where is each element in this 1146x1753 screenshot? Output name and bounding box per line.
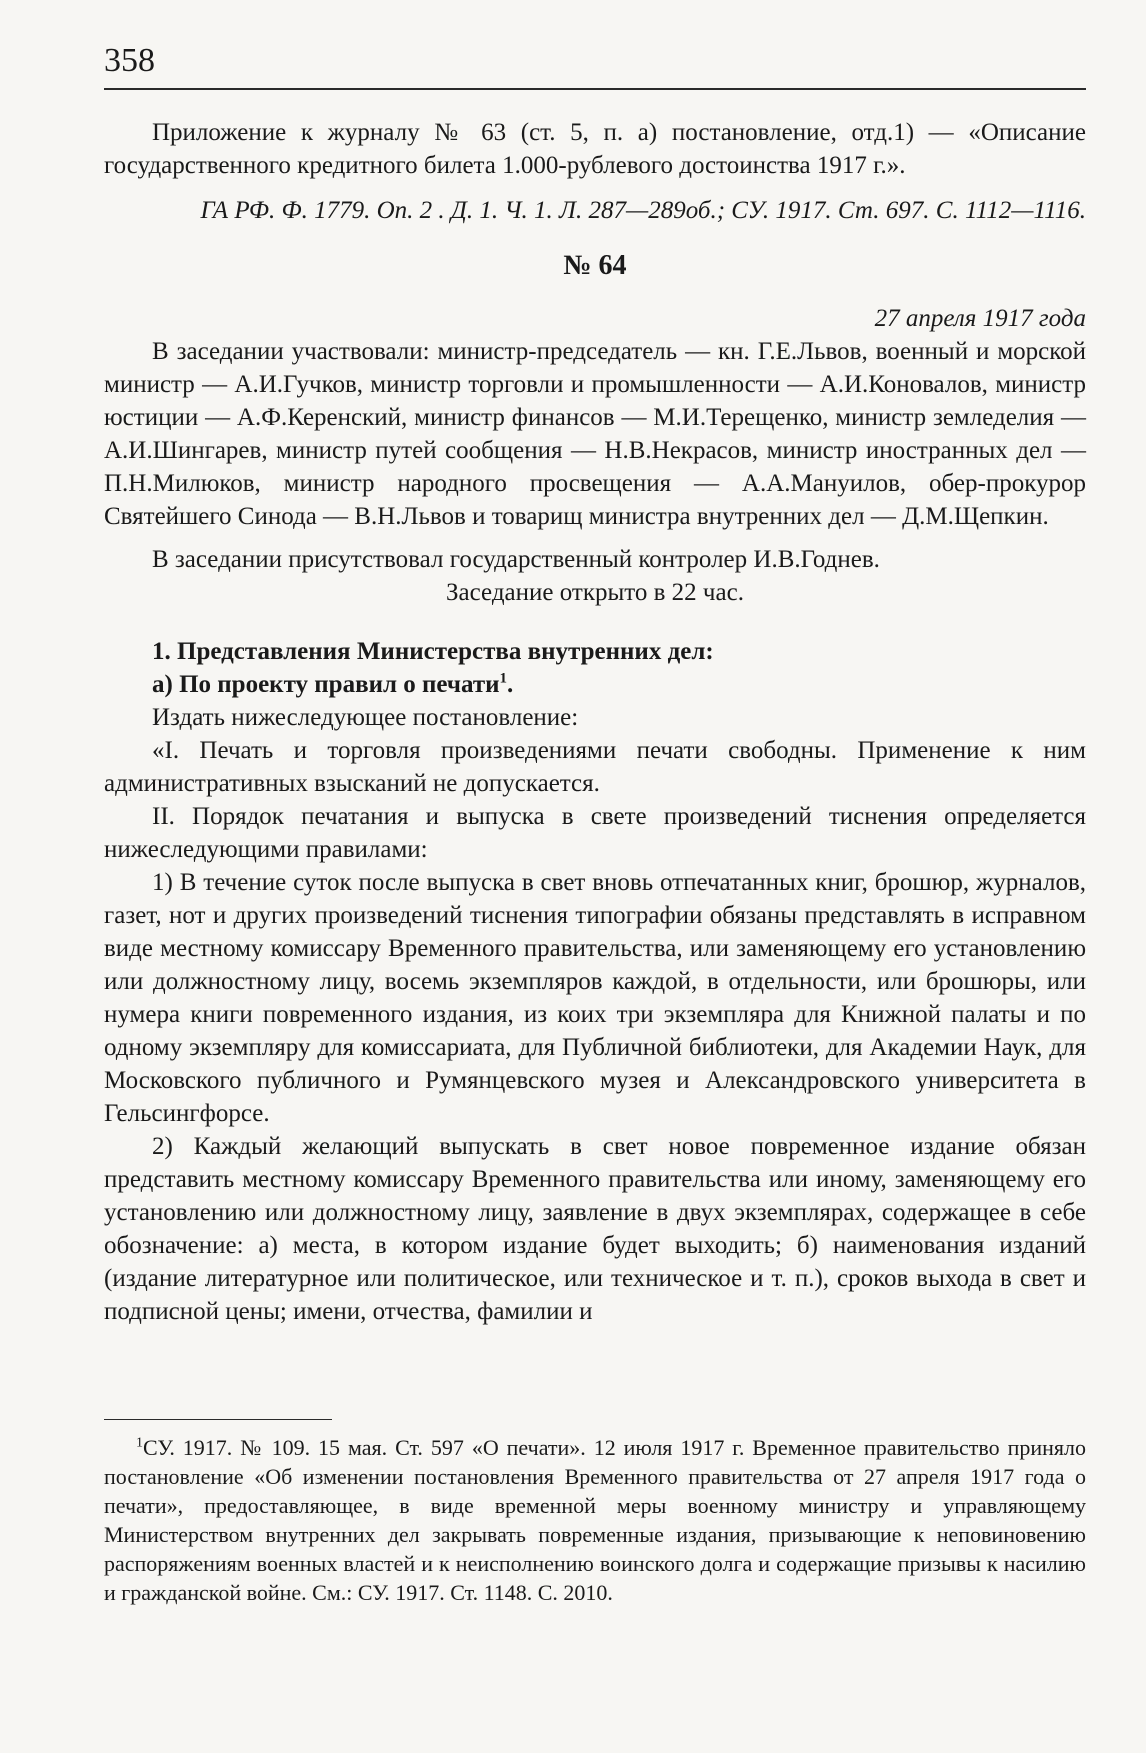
subheading-end: . — [507, 671, 514, 698]
page-number: 358 — [104, 42, 155, 79]
session-opened: Заседание открыто в 22 час. — [446, 579, 744, 606]
footnote-rule — [104, 1419, 332, 1420]
footnote-text: СУ. 1917. № 109. 15 мая. Ст. 597 «О печати». 12 июля 1917 г. Временное правительство приняло постановление «Об изменении постановления Временного правительства от 27 апреля 1917 года о печати», предоставляющее, в виде временной меры военному министру и управляющему Министерством внутренних дел закрывать повременные издания, призывающие к неповиновению распоряжениям военных властей и к неисполнению воинского долга и содержащие призывы к насилию и гражданской войне. См.: СУ. 1917. Ст. 1148. С. 2010. — [104, 1435, 1086, 1605]
rule-2: 2) Каждый желающий выпускать в свет новое повременное издание обязан представить местному комиссару Временного правительства или иному, заменяющему его установлению или должностному лицу, заявление в двух экземплярах, содержащее в себе обозначение: а) места, в котором издание будет выходить; б) наименования изданий (издание литературное или политическое, или техническое и т. п.), сроков выхода в свет и подписной цены; имени, отчества, фамилии и — [104, 1133, 1086, 1325]
subheading-text: а) По проекту правил о печати — [152, 671, 500, 698]
footnote-marker: 1 — [136, 1435, 143, 1451]
document-date: 27 апреля 1917 года — [874, 305, 1086, 332]
document-number: № 64 — [563, 250, 627, 281]
present-paragraph: В заседании присутствовал государственный контролер И.В.Годнев. — [152, 546, 880, 573]
appendix-note: Приложение к журналу № 63 (ст. 5, п. а) постановление, отд.1) — «Описание государственного кредитного билета 1.000-рублевого достоинства 1917 г.». — [104, 119, 1086, 179]
section-heading: 1. Представления Министерства внутренних дел: — [152, 638, 714, 665]
footnote — [104, 1433, 1086, 1607]
footnote-reference: 1 — [499, 670, 508, 687]
decree-paragraph-2: II. Порядок печатания и выпуска в свете произведений тиснения определяется нижеследующими правилами: — [104, 803, 1086, 863]
decree-intro: Издать нижеследующее постановление: — [152, 704, 579, 731]
decree-paragraph-1: «I. Печать и торговля произведениями печати свободны. Применение к ним административных взысканий не допускается. — [104, 737, 1086, 797]
participants-paragraph: В заседании участвовали: министр-председатель — кн. Г.Е.Львов, военный и морской министр — А.И.Гучков, министр торговли и промышленности — А.И.Коновалов, министр юстиции — А.Ф.Керенский, министр финансов — М.И.Терещенко, министр земледелия — А.И.Шингарев, министр путей сообщения — Н.В.Некрасов, министр иностранных дел — П.Н.Милюков, министр народного просвещения — А.А.Мануилов, обер-прокурор Святейшего Синода — В.Н.Львов и товарищ министра внутренних дел — Д.М.Щепкин. — [104, 338, 1086, 530]
rule-1: 1) В течение суток после выпуска в свет вновь отпечатанных книг, брошюр, журналов, газет, нот и других произведений тиснения типографии обязаны представлять в исправном виде местному комиссару Временного правительства, или заменяющему его установлению или должностному лицу, восемь экземпляров каждой, в отдельности, или брошюры, или нумера книги повременного издания, из коих три экземпляра для Книжной палаты и по одному экземпляру для комиссариата, для Публичной библиотеки, для Академии Наук, для Московского публичного и Румянцевского музея и Александровского университета в Гельсингфорсе. — [104, 869, 1086, 1127]
page-content — [104, 116, 1086, 1328]
header-rule — [104, 88, 1086, 90]
archival-source: ГА РФ. Ф. 1779. Оп. 2 . Д. 1. Ч. 1. Л. 287—289об.; СУ. 1917. Ст. 697. С. 1112—1116. — [200, 197, 1086, 224]
section-subheading — [104, 668, 1086, 701]
